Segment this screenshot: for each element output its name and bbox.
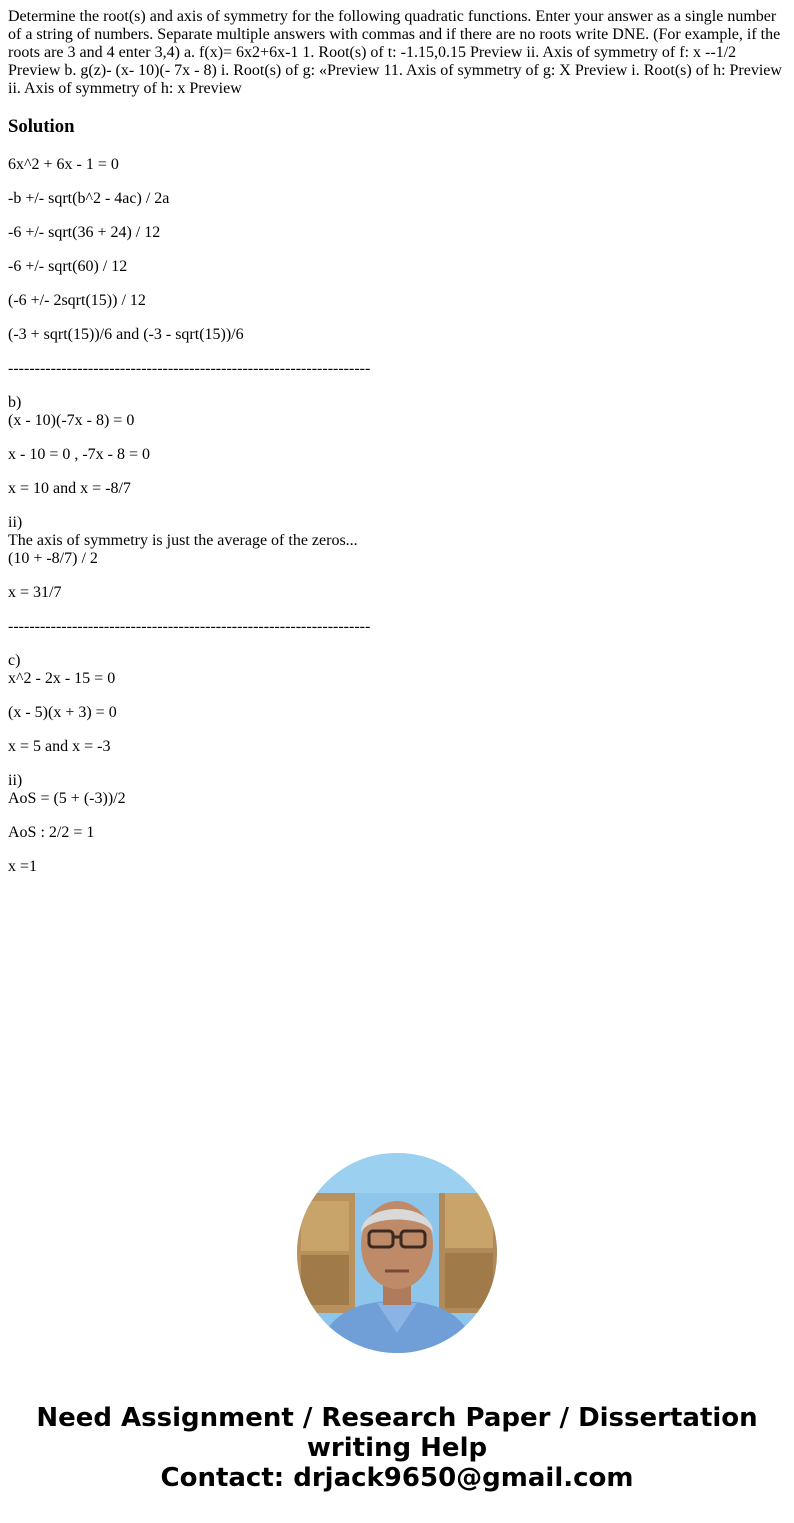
line-gap: [8, 208, 786, 224]
solution-line: --------------------------------------------------------------------: [8, 618, 371, 635]
footer-line-2: writing Help: [306, 1433, 488, 1463]
line-gap: [8, 722, 786, 738]
footer-line-1: Need Assignment / Research Paper / Dissertation: [36, 1403, 758, 1433]
solution-line: b): [8, 394, 22, 411]
solution-line: x = 5 and x = -3: [8, 738, 111, 755]
line-gap: [8, 636, 786, 652]
footer-line-3: Contact: drjack9650@gmail.com: [160, 1463, 634, 1493]
solution-line: (x - 5)(x + 3) = 0: [8, 704, 117, 721]
solution-line: AoS = (5 + (-3))/2: [8, 790, 126, 807]
solution-line: x =1: [8, 858, 38, 875]
line-gap: [8, 568, 786, 584]
line-gap: [8, 464, 786, 480]
solution-line: c): [8, 652, 21, 669]
line-gap: [8, 344, 786, 360]
line-gap: [8, 842, 786, 858]
avatar: [297, 1153, 497, 1353]
line-gap: [8, 430, 786, 446]
solution-line: ii): [8, 772, 23, 789]
solution-heading: Solution: [8, 116, 75, 137]
solution-line: -6 +/- sqrt(60) / 12: [8, 258, 128, 275]
solution-line: ii): [8, 514, 23, 531]
solution-line: -6 +/- sqrt(36 + 24) / 12: [8, 224, 161, 241]
solution-line: (x - 10)(-7x - 8) = 0: [8, 412, 135, 429]
solution-line: x = 31/7: [8, 584, 62, 601]
solution-body: [8, 156, 786, 876]
solution-line: The axis of symmetry is just the average of the zeros...: [8, 532, 358, 549]
line-gap: [8, 756, 786, 772]
footer-contact: [0, 1403, 794, 1493]
solution-line: x^2 - 2x - 15 = 0: [8, 670, 116, 687]
solution-line: AoS : 2/2 = 1: [8, 824, 95, 841]
line-gap: [8, 378, 786, 394]
solution-line: x - 10 = 0 , -7x - 8 = 0: [8, 446, 151, 463]
question-text: Determine the root(s) and axis of symmetry for the following quadratic functions. Enter your answer as a single number of a string of numbers. Separate multiple answers with commas and if there are no roots write DNE. (For example, if the roots are 3 and 4 enter 3,4) a. f(x)= 6x2+6x-1 1. Root(s) of t: -1.15,0.15 Preview ii. Axis of symmetry of f: x --1/2 Preview b. g(z)- (x- 10)(- 7x - 8) i. Root(s) of g: «Preview 11. Axis of symmetry of g: X Preview i. Root(s) of h: Preview ii. Axis of symmetry of h: x Preview: [8, 8, 782, 97]
line-gap: [8, 276, 786, 292]
line-gap: [8, 242, 786, 258]
line-gap: [8, 808, 786, 824]
solution-line: 6x^2 + 6x - 1 = 0: [8, 156, 119, 173]
line-gap: [8, 310, 786, 326]
line-gap: [8, 174, 786, 190]
line-gap: [8, 498, 786, 514]
person-portrait-icon: [297, 1153, 497, 1353]
solution-line: (10 + -8/7) / 2: [8, 550, 98, 567]
solution-line: x = 10 and x = -8/7: [8, 480, 131, 497]
solution-line: (-3 + sqrt(15))/6 and (-3 - sqrt(15))/6: [8, 326, 244, 343]
page-content: [8, 8, 786, 876]
solution-line: -b +/- sqrt(b^2 - 4ac) / 2a: [8, 190, 170, 207]
solution-line: --------------------------------------------------------------------: [8, 360, 371, 377]
line-gap: [8, 688, 786, 704]
solution-line: (-6 +/- 2sqrt(15)) / 12: [8, 292, 146, 309]
line-gap: [8, 602, 786, 618]
